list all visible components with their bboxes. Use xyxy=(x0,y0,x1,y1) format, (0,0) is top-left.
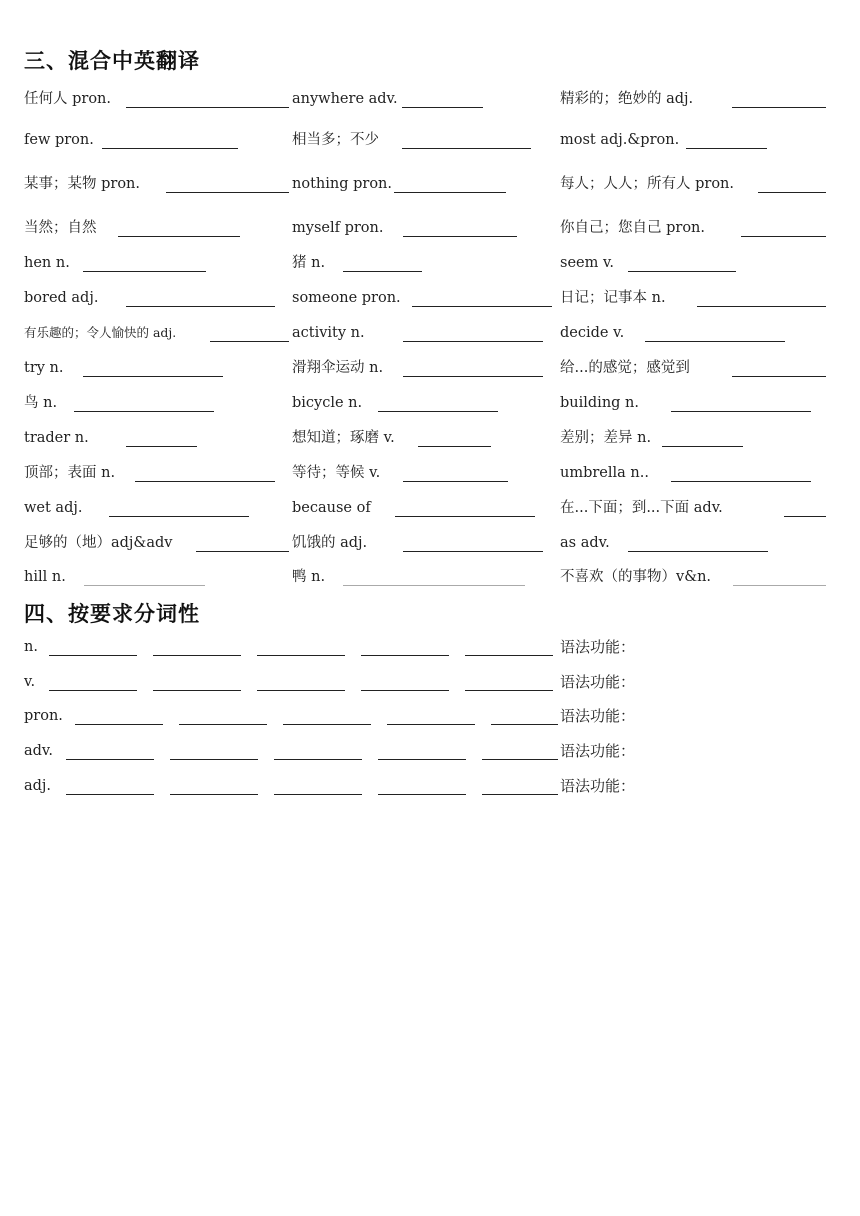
answer-blank[interactable] xyxy=(102,132,238,149)
answer-blank[interactable] xyxy=(49,690,137,691)
translation-item xyxy=(292,174,554,196)
item-prompt: as adv. xyxy=(560,535,610,551)
translation-item xyxy=(24,533,290,555)
translation-item xyxy=(292,288,554,310)
answer-blank[interactable] xyxy=(418,430,491,447)
item-prompt: 有乐趣的；令人愉快的 adj. xyxy=(24,325,177,340)
pos-row xyxy=(0,706,860,728)
item-prompt: seem v. xyxy=(560,255,615,271)
answer-blank[interactable] xyxy=(343,569,525,586)
answer-blank[interactable] xyxy=(196,535,289,552)
answer-blank[interactable] xyxy=(283,724,371,725)
translation-item xyxy=(292,218,554,240)
translation-item xyxy=(24,498,290,520)
translation-item xyxy=(24,358,290,380)
item-prompt: bored adj. xyxy=(24,290,99,306)
answer-blank[interactable] xyxy=(126,290,275,307)
answer-blank[interactable] xyxy=(257,690,345,691)
translation-item xyxy=(292,393,554,415)
answer-blank[interactable] xyxy=(66,759,154,760)
item-prompt: 某事；某物 pron. xyxy=(24,176,140,192)
translation-row xyxy=(0,567,860,589)
translation-item xyxy=(292,498,554,520)
translation-row xyxy=(0,323,860,345)
item-prompt: 饥饿的 adj. xyxy=(292,535,368,551)
translation-item xyxy=(24,567,290,589)
answer-blank[interactable] xyxy=(135,465,275,482)
answer-blank[interactable] xyxy=(179,724,267,725)
pos-label: n. xyxy=(24,639,38,655)
section-4-title: 四、按要求分词性 xyxy=(24,602,200,626)
answer-blank[interactable] xyxy=(403,220,517,237)
item-prompt: because of xyxy=(292,500,371,516)
answer-blank[interactable] xyxy=(412,290,552,307)
answer-blank[interactable] xyxy=(645,325,785,342)
translation-item xyxy=(292,463,554,485)
answer-blank[interactable] xyxy=(257,655,345,656)
grammar-function-label: 语法功能： xyxy=(560,707,636,725)
translation-row xyxy=(0,393,860,415)
answer-blank[interactable] xyxy=(758,176,826,193)
answer-blank[interactable] xyxy=(403,465,508,482)
answer-blank[interactable] xyxy=(361,690,449,691)
pos-label: adj. xyxy=(24,778,52,794)
pos-label: pron. xyxy=(24,708,63,724)
translation-item xyxy=(292,253,554,275)
answer-blank[interactable] xyxy=(697,290,826,307)
pos-label: v. xyxy=(24,674,36,690)
item-prompt: 等待；等候 v. xyxy=(292,465,381,481)
answer-blank[interactable] xyxy=(403,535,543,552)
translation-row xyxy=(0,498,860,520)
translation-row xyxy=(0,358,860,380)
item-prompt: wet adj. xyxy=(24,500,83,516)
answer-blank[interactable] xyxy=(732,91,826,108)
answer-blank[interactable] xyxy=(395,500,535,517)
answer-blank[interactable] xyxy=(83,255,206,272)
item-prompt: 任何人 pron. xyxy=(24,91,111,107)
item-prompt: 精彩的；绝妙的 adj. xyxy=(560,91,694,107)
item-prompt: hill n. xyxy=(24,569,66,585)
answer-blank[interactable] xyxy=(628,535,768,552)
translation-item xyxy=(292,358,554,380)
item-prompt: few pron. xyxy=(24,132,94,148)
translation-item xyxy=(24,218,290,240)
pos-row xyxy=(0,776,860,798)
translation-row xyxy=(0,428,860,450)
answer-blank[interactable] xyxy=(378,395,498,412)
translation-item xyxy=(24,323,290,345)
translation-item xyxy=(24,288,290,310)
section-3-title: 三、混合中英翻译 xyxy=(24,49,200,73)
translation-item xyxy=(292,533,554,555)
pos-row xyxy=(0,741,860,763)
item-prompt: 鸟 n. xyxy=(24,395,58,411)
pos-label: adv. xyxy=(24,743,54,759)
answer-blank[interactable] xyxy=(49,655,137,656)
item-prompt: 想知道；琢磨 v. xyxy=(292,430,395,446)
item-prompt: 鸭 n. xyxy=(292,569,326,585)
answer-blank[interactable] xyxy=(83,360,223,377)
pos-row xyxy=(0,672,860,694)
item-prompt: building n. xyxy=(560,395,639,411)
answer-blank[interactable] xyxy=(74,395,214,412)
translation-row xyxy=(0,218,860,240)
item-prompt: nothing pron. xyxy=(292,176,392,192)
item-prompt: trader n. xyxy=(24,430,89,446)
answer-blank[interactable] xyxy=(170,759,258,760)
answer-blank[interactable] xyxy=(210,325,289,342)
answer-blank[interactable] xyxy=(361,655,449,656)
answer-blank[interactable] xyxy=(153,690,241,691)
item-prompt: 相当多；不少 xyxy=(292,132,379,148)
translation-row xyxy=(0,174,860,196)
translation-item xyxy=(24,463,290,485)
item-prompt: 给...的感觉；感觉到 xyxy=(560,360,690,376)
translation-item xyxy=(560,358,828,380)
translation-row xyxy=(0,130,860,152)
item-prompt: 顶部；表面 n. xyxy=(24,465,116,481)
translation-item xyxy=(560,288,828,310)
translation-item xyxy=(292,323,554,345)
translation-row xyxy=(0,463,860,485)
answer-blank[interactable] xyxy=(378,794,466,795)
answer-blank[interactable] xyxy=(465,655,553,656)
answer-blank[interactable] xyxy=(491,724,558,725)
answer-blank[interactable] xyxy=(84,569,205,586)
translation-item xyxy=(560,218,828,240)
translation-item xyxy=(292,428,554,450)
item-prompt: 你自己；您自己 pron. xyxy=(560,220,705,236)
translation-row xyxy=(0,533,860,555)
translation-item xyxy=(560,463,828,485)
answer-blank[interactable] xyxy=(75,724,163,725)
translation-item xyxy=(292,130,554,152)
translation-item xyxy=(560,567,828,589)
answer-blank[interactable] xyxy=(274,794,362,795)
item-prompt: try n. xyxy=(24,360,64,376)
translation-item xyxy=(560,174,828,196)
translation-item xyxy=(560,323,828,345)
translation-item xyxy=(24,130,290,152)
translation-item xyxy=(24,428,290,450)
answer-blank[interactable] xyxy=(733,569,826,586)
item-prompt: 猪 n. xyxy=(292,255,326,271)
answer-blank[interactable] xyxy=(465,690,553,691)
translation-item xyxy=(24,253,290,275)
answer-blank[interactable] xyxy=(741,220,826,237)
answer-blank[interactable] xyxy=(402,91,483,108)
translation-item xyxy=(560,393,828,415)
translation-item xyxy=(24,89,290,111)
answer-blank[interactable] xyxy=(166,176,289,193)
item-prompt: 当然；自然 xyxy=(24,220,97,236)
answer-blank[interactable] xyxy=(387,724,475,725)
grammar-function-label: 语法功能： xyxy=(560,777,636,795)
item-prompt: 不喜欢（的事物）v&n. xyxy=(560,569,712,585)
item-prompt: anywhere adv. xyxy=(292,91,398,107)
answer-blank[interactable] xyxy=(153,655,241,656)
item-prompt: umbrella n.. xyxy=(560,465,649,481)
translation-item xyxy=(560,89,828,111)
grammar-function-label: 语法功能： xyxy=(560,638,636,656)
translation-item xyxy=(560,253,828,275)
answer-blank[interactable] xyxy=(170,794,258,795)
pos-row xyxy=(0,637,860,659)
answer-blank[interactable] xyxy=(482,794,558,795)
item-prompt: 日记；记事本 n. xyxy=(560,290,666,306)
item-prompt: most adj.&pron. xyxy=(560,132,680,148)
translation-item xyxy=(292,89,554,111)
answer-blank[interactable] xyxy=(378,759,466,760)
answer-blank[interactable] xyxy=(126,430,197,447)
item-prompt: 差别；差异 n. xyxy=(560,430,652,446)
answer-blank[interactable] xyxy=(403,360,543,377)
answer-blank[interactable] xyxy=(784,500,826,517)
answer-blank[interactable] xyxy=(343,255,422,272)
item-prompt: someone pron. xyxy=(292,290,401,306)
answer-blank[interactable] xyxy=(671,395,811,412)
answer-blank[interactable] xyxy=(662,430,743,447)
answer-blank[interactable] xyxy=(402,132,531,149)
answer-blank[interactable] xyxy=(274,759,362,760)
item-prompt: 足够的（地）adj&adv xyxy=(24,535,173,551)
translation-row xyxy=(0,288,860,310)
translation-item xyxy=(560,428,828,450)
translation-item xyxy=(560,130,828,152)
item-prompt: activity n. xyxy=(292,325,365,341)
answer-blank[interactable] xyxy=(686,132,767,149)
item-prompt: 滑翔伞运动 n. xyxy=(292,360,384,376)
item-prompt: decide v. xyxy=(560,325,625,341)
answer-blank[interactable] xyxy=(732,360,826,377)
translation-item xyxy=(560,498,828,520)
item-prompt: hen n. xyxy=(24,255,70,271)
answer-blank[interactable] xyxy=(109,500,249,517)
answer-blank[interactable] xyxy=(66,794,154,795)
translation-row xyxy=(0,89,860,111)
answer-blank[interactable] xyxy=(126,91,289,108)
item-prompt: myself pron. xyxy=(292,220,384,236)
translation-row xyxy=(0,253,860,275)
translation-item xyxy=(24,393,290,415)
answer-blank[interactable] xyxy=(671,465,811,482)
item-prompt: 每人；人人；所有人 pron. xyxy=(560,176,734,192)
answer-blank[interactable] xyxy=(394,176,506,193)
item-prompt: 在...下面；到...下面 adv. xyxy=(560,500,723,516)
item-prompt: bicycle n. xyxy=(292,395,363,411)
answer-blank[interactable] xyxy=(628,255,736,272)
grammar-function-label: 语法功能： xyxy=(560,673,636,691)
answer-blank[interactable] xyxy=(403,325,543,342)
answer-blank[interactable] xyxy=(118,220,240,237)
answer-blank[interactable] xyxy=(482,759,558,760)
translation-item xyxy=(560,533,828,555)
translation-item xyxy=(292,567,554,589)
translation-item xyxy=(24,174,290,196)
grammar-function-label: 语法功能： xyxy=(560,742,636,760)
